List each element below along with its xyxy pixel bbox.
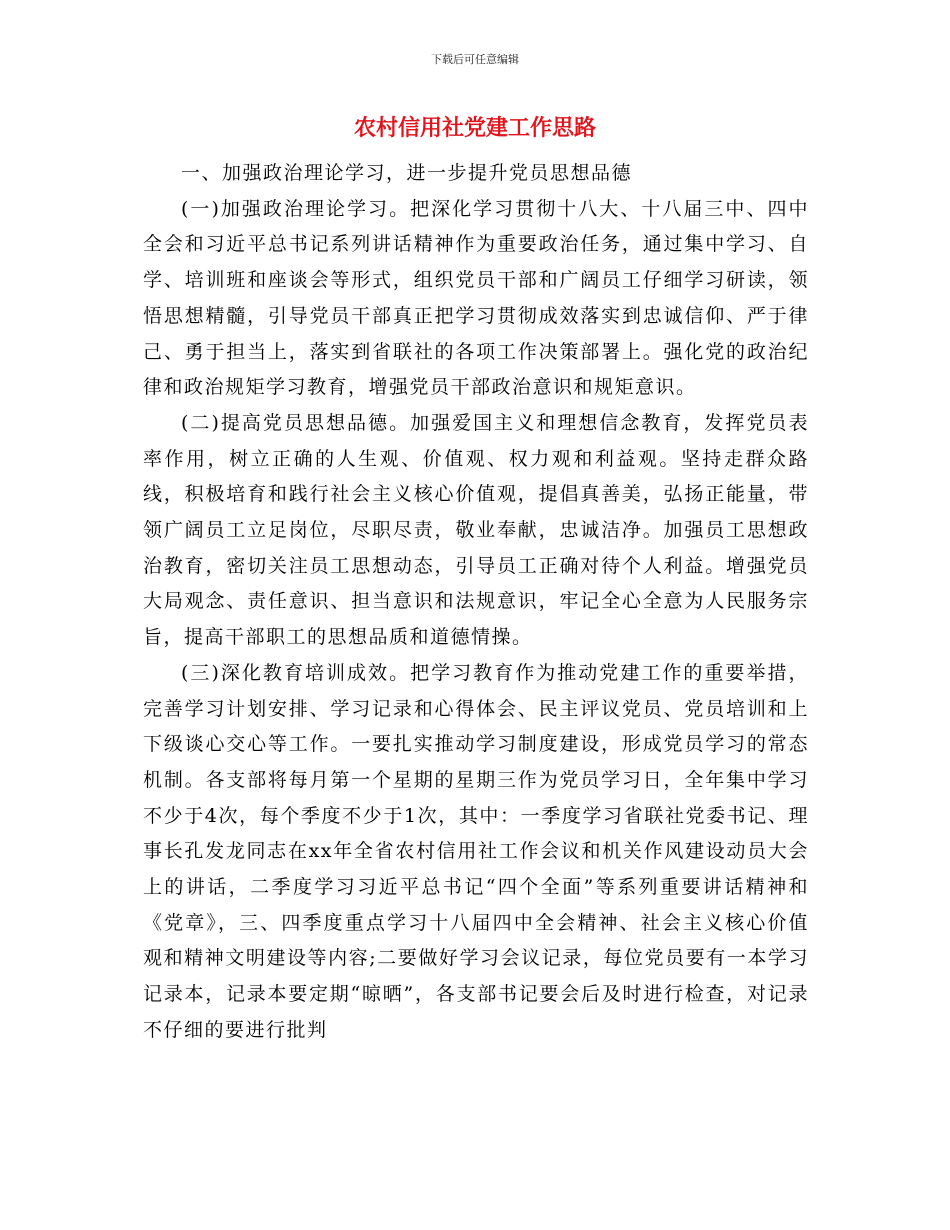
page-header-note: 下载后可任意编辑	[431, 53, 519, 66]
paragraph-2: (二)提高党员思想品德。加强爱国主义和理想信念教育，发挥党员表率作用，树立正确的人生观、价值观、权力观和利益观。坚持走群众路线，积极培育和践行社会主义核心价值观，提倡真善美，弘扬正能量，带领广阔员工立足岗位，尽职尽责，敬业奉献，忠诚洁净。加强员工思想政治教育，密切关注员工思想动态，引导员工正确对待个人利益。增强党员大局观念、责任意识、担当意识和法规意识，牢记全心全意为人民服务宗旨，提高干部职工的思想品质和道德情操。	[143, 411, 809, 649]
paragraph-3: (三)深化教育培训成效。把学习教育作为推动党建工作的重要举措，完善学习计划安排、学习记录和心得体会、民主评议党员、党员培训和上下级谈心交心等工作。一要扎实推动学习制度建设，形成党员学习的常态机制。各支部将每月第一个星期的星期三作为党员学习日，全年集中学习不少于4次，每个季度不少于1次，其中：一季度学习省联社党委书记、理事长孔发龙同志在xx年全省农村信用社工作会议和机关作风建设动员大会上的讲话，二季度学习习近平总书记“四个全面”等系列重要讲话精神和《党章》，三、四季度重点学习十八届四中全会精神、社会主义核心价值观和精神文明建设等内容;二要做好学习会议记录，每位党员要有一本学习记录本，记录本要定期“晾晒”，各支部书记要会后及时进行检查，对记录不仔细的要进行批判	[143, 661, 809, 1041]
section-heading: 一、加强政治理论学习，进一步提升党员思想品德	[181, 162, 633, 184]
document-body	[143, 156, 809, 1049]
document-title: 农村信用社党建工作思路	[353, 115, 596, 141]
paragraph-1: (一)加强政治理论学习。把深化学习贯彻十八大、十八届三中、四中全会和习近平总书记系列讲话精神作为重要政治任务，通过集中学习、自学、培训班和座谈会等形式，组织党员干部和广阔员工仔细学习研读，领悟思想精髓，引导党员干部真正把学习贯彻成效落实到忠诚信仰、严于律己、勇于担当上，落实到省联社的各项工作决策部署上。强化党的政治纪律和政治规矩学习教育，增强党员干部政治意识和规矩意识。	[143, 197, 809, 399]
